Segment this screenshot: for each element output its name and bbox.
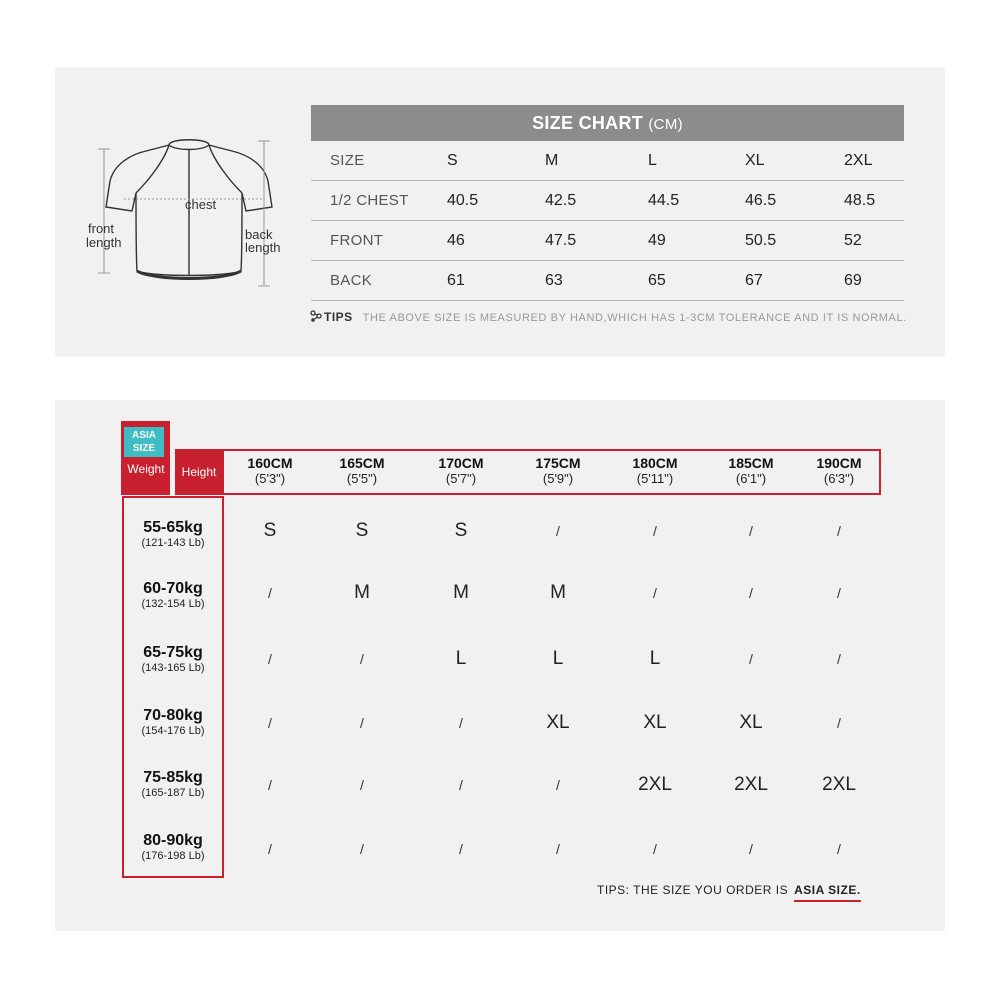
- height-ft: (6'1"): [735, 471, 767, 486]
- share-icon: [310, 310, 322, 322]
- size-cell: /: [268, 841, 272, 857]
- front-row: [311, 221, 904, 261]
- size-cell: /: [459, 841, 463, 857]
- height-cm: 175CM: [535, 455, 581, 471]
- weight-row-label: [122, 644, 224, 674]
- height-cm: 180CM: [632, 455, 678, 471]
- weight-kg: 55-65kg: [143, 519, 203, 536]
- size-cell: /: [360, 841, 364, 857]
- weight-lb: (165-187 Lb): [141, 787, 205, 799]
- size-cell: /: [556, 777, 560, 793]
- height-column: [799, 456, 879, 486]
- size-cell: /: [837, 585, 841, 601]
- asia-tag-line1: ASIA: [132, 430, 156, 441]
- size-chart-tips: [310, 310, 907, 324]
- asia-size-badge: [124, 427, 164, 457]
- size-cell: L: [649, 648, 661, 669]
- size-cell: /: [459, 715, 463, 731]
- height-column: [230, 456, 310, 486]
- value-cell: 50.5: [745, 232, 777, 249]
- height-cm: 160CM: [247, 455, 293, 471]
- size-cell: 2XL: [734, 774, 768, 795]
- weight-row-label: [122, 707, 224, 737]
- size-header-cell: M: [545, 152, 559, 169]
- height-column: [711, 456, 791, 486]
- value-cell: 67: [745, 272, 763, 289]
- asia-tips-highlight: ASIA SIZE.: [794, 883, 861, 902]
- value-cell: 44.5: [648, 192, 680, 209]
- size-chart-title-text: SIZE CHART: [532, 113, 644, 133]
- size-header-cell: S: [447, 152, 458, 169]
- height-column: [421, 456, 501, 486]
- size-cell: /: [268, 715, 272, 731]
- height-header: Height: [175, 449, 223, 495]
- size-cell: /: [837, 523, 841, 539]
- height-column: [518, 456, 598, 486]
- size-cell: /: [837, 651, 841, 667]
- size-header-row: [311, 141, 904, 181]
- weight-lb: (176-198 Lb): [141, 850, 205, 862]
- size-cell: 2XL: [638, 774, 672, 795]
- size-cell: /: [749, 841, 753, 857]
- size-cell: S: [454, 520, 468, 541]
- height-column: [615, 456, 695, 486]
- asia-tips-text: TIPS: THE SIZE YOU ORDER IS: [597, 883, 789, 897]
- weight-kg: 65-75kg: [143, 644, 203, 661]
- size-cell: /: [556, 523, 560, 539]
- size-cell: M: [453, 582, 469, 603]
- size-header-cell: 2XL: [844, 152, 873, 169]
- weight-row-label: [122, 769, 224, 799]
- height-ft: (5'3"): [254, 471, 286, 486]
- size-cell: /: [556, 841, 560, 857]
- chest-label: chest: [185, 197, 217, 212]
- height-ft: (5'5"): [346, 471, 378, 486]
- size-cell: /: [360, 651, 364, 667]
- size-cell: S: [263, 520, 277, 541]
- weight-row-label: [122, 519, 224, 549]
- height-ft: (6'3"): [823, 471, 855, 486]
- height-cm: 185CM: [728, 455, 774, 471]
- size-cell: L: [552, 648, 564, 669]
- row-label: 1/2 CHEST: [330, 192, 409, 209]
- height-ft: (5'9"): [542, 471, 574, 486]
- value-cell: 48.5: [844, 192, 876, 209]
- size-cell: M: [550, 582, 566, 603]
- value-cell: 52: [844, 232, 862, 249]
- back-length-label-1: back: [245, 227, 273, 242]
- tips-label: TIPS: [324, 310, 353, 324]
- value-cell: 42.5: [545, 192, 577, 209]
- row-label: BACK: [330, 272, 373, 289]
- size-cell: M: [354, 582, 370, 603]
- size-cell: /: [268, 651, 272, 667]
- weight-kg: 75-85kg: [143, 769, 203, 786]
- size-chart-table: [311, 105, 904, 301]
- front-length-label-2: length: [86, 235, 122, 250]
- size-cell: XL: [546, 712, 570, 733]
- height-cm: 170CM: [438, 455, 484, 471]
- row-label: FRONT: [330, 232, 384, 249]
- height-cm: 190CM: [816, 455, 862, 471]
- size-cell: /: [459, 777, 463, 793]
- chest-row: [311, 181, 904, 221]
- size-cell: /: [653, 585, 657, 601]
- height-ft: (5'11"): [636, 471, 674, 486]
- weight-row-label: [122, 580, 224, 610]
- size-cell: XL: [643, 712, 667, 733]
- size-cell: /: [653, 523, 657, 539]
- size-header-label: SIZE: [330, 152, 365, 169]
- size-header-cell: L: [648, 152, 657, 169]
- size-cell: S: [355, 520, 369, 541]
- weight-lb: (132-154 Lb): [141, 598, 205, 610]
- value-cell: 61: [447, 272, 465, 289]
- size-cell: L: [455, 648, 467, 669]
- size-cell: /: [749, 523, 753, 539]
- weight-kg: 80-90kg: [143, 832, 203, 849]
- size-cell: /: [268, 585, 272, 601]
- size-cell: 2XL: [822, 774, 856, 795]
- weight-kg: 70-80kg: [143, 707, 203, 724]
- height-column: [322, 456, 402, 486]
- size-chart-unit: (CM): [648, 116, 683, 133]
- weight-kg: 60-70kg: [143, 580, 203, 597]
- size-cell: /: [749, 585, 753, 601]
- tips-text: THE ABOVE SIZE IS MEASURED BY HAND,WHICH HAS 1-3CM TOLERANCE AND IT IS NORMAL.: [362, 312, 907, 324]
- size-cell: /: [360, 715, 364, 731]
- size-chart-title: [311, 105, 904, 141]
- value-cell: 46: [447, 232, 465, 249]
- value-cell: 40.5: [447, 192, 479, 209]
- weight-lb: (143-165 Lb): [141, 662, 205, 674]
- weight-header: Weight: [127, 462, 165, 476]
- asia-tag-line2: SIZE: [132, 443, 156, 454]
- size-cell: /: [837, 841, 841, 857]
- size-cell: /: [360, 777, 364, 793]
- value-cell: 69: [844, 272, 862, 289]
- value-cell: 49: [648, 232, 666, 249]
- size-cell: /: [653, 841, 657, 857]
- back-length-label-2: length: [245, 240, 281, 255]
- weight-lb: (154-176 Lb): [141, 725, 205, 737]
- value-cell: 46.5: [745, 192, 777, 209]
- weight-row-label: [122, 832, 224, 862]
- asia-size-tips: [597, 883, 861, 897]
- value-cell: 65: [648, 272, 666, 289]
- front-length-label-1: front: [88, 221, 115, 236]
- height-cm: 165CM: [339, 455, 385, 471]
- height-ft: (5'7"): [445, 471, 477, 486]
- weight-frame: [122, 496, 224, 878]
- size-cell: /: [749, 651, 753, 667]
- jersey-diagram: [84, 131, 294, 301]
- size-cell: /: [268, 777, 272, 793]
- size-cell: /: [837, 715, 841, 731]
- weight-lb: (121-143 Lb): [141, 537, 205, 549]
- back-row: [311, 261, 904, 301]
- size-cell: XL: [739, 712, 763, 733]
- value-cell: 63: [545, 272, 563, 289]
- value-cell: 47.5: [545, 232, 577, 249]
- size-header-cell: XL: [745, 152, 765, 169]
